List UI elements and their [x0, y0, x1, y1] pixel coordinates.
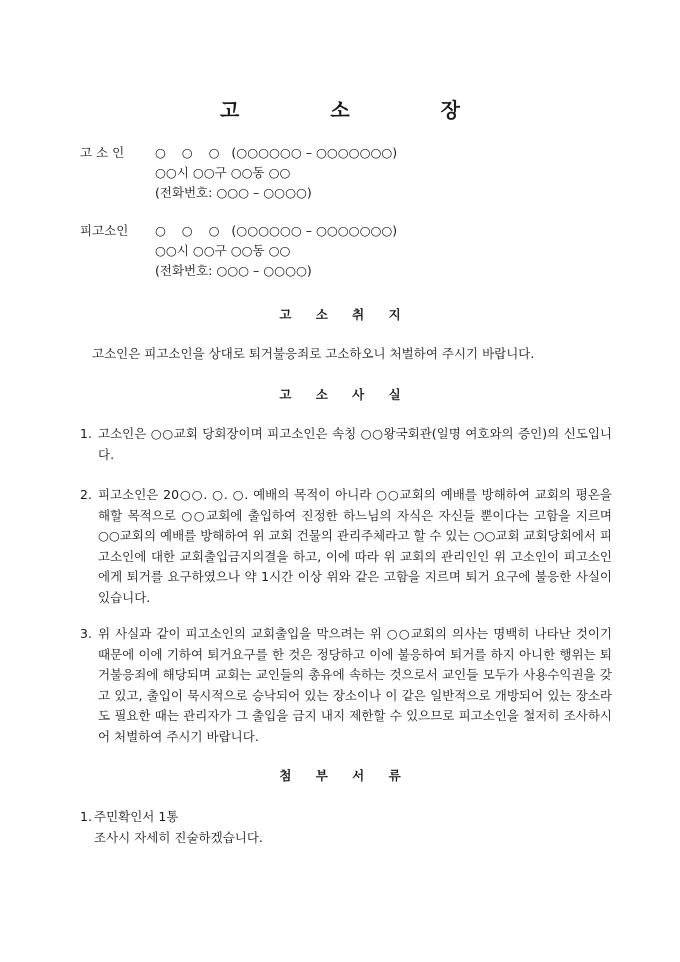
attachment-list — [80, 806, 263, 848]
defendant-address: ○○시 ○○구 ○○동 ○○ — [155, 243, 291, 258]
defendant-name: ○ ○ ○ (○○○○○○ – ○○○○○○○) — [155, 223, 398, 238]
complainant-phone: (전화번호: ○○○ – ○○○○) — [155, 185, 312, 200]
fact-number: 3. — [80, 626, 92, 641]
complainant-label: 고 소 인 — [80, 145, 125, 160]
complainant-name: ○ ○ ○ (○○○○○○ – ○○○○○○○) — [155, 145, 398, 160]
attachments-heading: 첨 부 서 류 — [279, 768, 411, 783]
attachment-item: 주민확인서 1통 — [94, 809, 179, 824]
fact-number: 2. — [80, 487, 92, 502]
fact-item — [80, 485, 612, 608]
attachment-number: 1. — [80, 809, 92, 824]
purpose-text: 고소인은 피고소인을 상대로 퇴거불응죄로 고소하오니 처벌하여 주시기 바랍니다. — [92, 346, 535, 361]
attachment-note: 조사시 자세히 진술하겠습니다. — [94, 830, 263, 845]
defendant-phone: (전화번호: ○○○ – ○○○○) — [155, 263, 312, 278]
fact-number: 1. — [80, 426, 92, 441]
document-title: 고 소 장 — [220, 98, 502, 122]
fact-text: 고소인은 ○○교회 당회장이며 피고소인은 속칭 ○○왕국회관(일명 여호와의 증인)의 신도입니다. — [98, 426, 612, 462]
facts-heading: 고 소 사 실 — [279, 387, 411, 402]
fact-text: 위 사실과 같이 피고소인의 교회출입을 막으려는 위 ○○교회의 의사는 명백히 나타난 것이기 때문에 이에 기하여 퇴거요구를 한 것은 정당하고 이에 불응하여 퇴거를 하지 아니한 행위는 퇴거불응죄에 해당되며 교회는 교인들의 총유에 속하는 것으로서 교인들 모두가 사용수익권을 갖고 있고, 출입이 묵시적으로 승낙되어 있는 장소이나 이 같은 일반적으로 개방되어 있는 장소라도 필요한 때는 관리자가 그 출입을 금지 내지 제한할 수 있으므로 피고소인을 철저히 조사하시어 처벌하여 주시기 바랍니다. — [98, 626, 612, 744]
complainant-address: ○○시 ○○구 ○○동 ○○ — [155, 165, 291, 180]
fact-item — [80, 624, 612, 747]
fact-text: 피고소인은 20○○. ○. ○. 예배의 목적이 아니라 ○○교회의 예배를 방해하여 교회의 평온을 해할 목적으로 ○○교회에 출입하여 진정한 하느님의 자식은 자신들 뿐이다는 고함을 지르며 ○○교회의 예배를 방해하여 위 교회 건물의 관리주체라고 할 수 있는 ○○교회 교회당회에서 피고소인에 대한 교회출입금지의결을 하고, 이에 따라 위 교회의 관리인인 위 고소인이 피고소인에게 퇴거를 요구하였으나 약 1시간 이상 위와 같은 고함을 지르며 퇴거 요구에 불응한 사실이 있습니다. — [98, 487, 612, 605]
fact-item — [80, 424, 612, 465]
defendant-label: 피고소인 — [80, 223, 129, 238]
purpose-heading: 고 소 취 지 — [279, 307, 411, 322]
